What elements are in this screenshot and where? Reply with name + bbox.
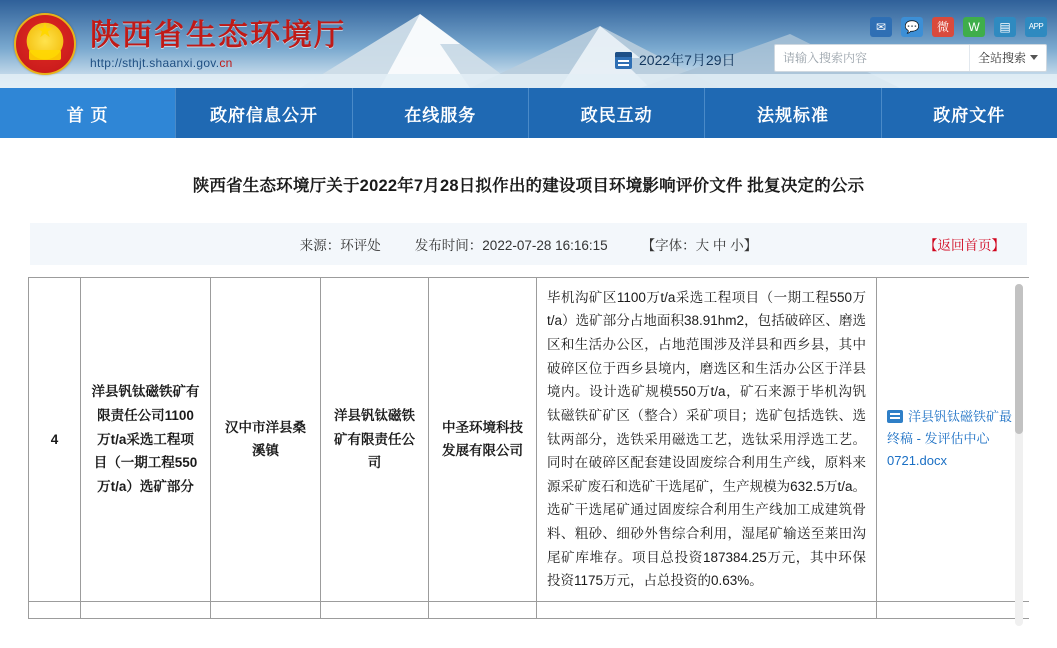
row-project-name: 洋县钒钛磁铁矿有限责任公司1100万t/a采选工程项目（一期工程550万t/a）选矿部分 (81, 278, 211, 602)
site-url-prefix: http://sthjt.shaanxi.gov. (90, 55, 220, 70)
nav-item-regulations[interactable]: 法规标准 (705, 88, 881, 138)
site-header (0, 0, 1057, 88)
weibo-icon[interactable]: 微 (932, 17, 954, 37)
header-icon-row (870, 17, 1047, 37)
row-description (537, 601, 877, 618)
nav-item-government-docs[interactable]: 政府文件 (933, 105, 1006, 125)
article-publish-label: 发布时间： (414, 237, 483, 253)
row-assessment-org: 中圣环境科技发展有限公司 (429, 278, 537, 602)
wechat-icon[interactable]: W (963, 17, 985, 37)
font-size-controls (642, 234, 758, 254)
row-description: 毕机沟矿区1100万t/a采选工程项目（一期工程550万t/a）选矿部分占地面积38.91hm2，包括破碎区、磨选区和生活办公区，占地范围涉及洋县和西乡县，其中破碎区位于西乡县境内，磨选区和生活办公区于洋县境内。设计选矿规模550万t/a，矿石来源于毕机沟钒钛磁铁矿矿区（整合）采矿项目；选矿包括选铁、选钛两部分，选铁采用磁选工艺，选钛采用浮选工艺。同时在破碎区配套建设固废综合利用生产线，原料来源采矿废石和选矿干选尾矿，生产规模为632.5万t/a。选矿干选尾矿通过固废综合利用生产线加工成建筑骨料、粗砂、细砂外售综合利用，湿尾矿输送至莱田沟尾矿库堆存。项目总投资187384.25万元，其中环保投资1175万元，占总投资的0.63%。 (537, 278, 877, 602)
article-publish-value: 2022-07-28 16:16:15 (482, 237, 608, 253)
article-content (0, 138, 1057, 648)
nav-item-government-info[interactable]: 政府信息公开 (176, 88, 352, 138)
row-attachment (877, 601, 1030, 618)
attachment-link[interactable] (887, 406, 1019, 472)
chat-icon[interactable]: 💬 (901, 17, 923, 37)
nav-item-online-service[interactable]: 在线服务 (353, 88, 529, 138)
article-publish-time (415, 234, 608, 254)
article-source-value: 环评处 (340, 237, 381, 253)
header-tools (774, 0, 1047, 88)
page-scrollbar[interactable] (1015, 284, 1023, 626)
article-source-label: 来源： (299, 237, 341, 253)
font-size-small[interactable]: 小 (730, 237, 744, 253)
font-size-prefix: 【字体： (641, 237, 696, 253)
article-source (300, 234, 381, 254)
row-location: 汉中市洋县桑溪镇 (211, 278, 321, 602)
site-title: 陕西省生态环境厅 (90, 17, 346, 53)
search-scope-select[interactable] (969, 45, 1046, 71)
app-icon[interactable]: APP (1025, 17, 1047, 37)
approval-table (28, 278, 1029, 619)
page-scrollbar-thumb[interactable] (1015, 284, 1023, 434)
page-title: 陕西省生态环境厅关于2022年7月28日拟作出的建设项目环境影响评价文件 批复决定的公示 (192, 177, 865, 195)
mail-icon[interactable]: ✉ (870, 17, 892, 37)
search-bar (774, 44, 1047, 72)
row-assessment-org (429, 601, 537, 618)
nav-item-public-interaction[interactable]: 政民互动 (529, 88, 705, 138)
attachment-file-name: 洋县钒钛磁铁矿最终稿 - 发评估中心0721.docx (887, 409, 1013, 469)
calendar-icon (615, 52, 632, 69)
row-index (29, 601, 81, 618)
row-construction-unit (321, 601, 429, 618)
national-emblem-icon (14, 13, 76, 75)
back-to-home-link[interactable]: 【返回首页】 (924, 237, 1005, 253)
article-meta-bar (30, 223, 1027, 265)
approval-table-container (28, 277, 1029, 632)
site-url (90, 56, 346, 70)
site-url-suffix: cn (219, 55, 233, 70)
row-index: 4 (29, 278, 81, 602)
row-construction-unit: 洋县钒钛磁铁矿有限责任公司 (321, 278, 429, 602)
row-project-name (81, 601, 211, 618)
chevron-down-icon (1030, 55, 1038, 60)
row-location (211, 601, 321, 618)
row-attachment (877, 278, 1030, 602)
nav-item-home[interactable]: 首 页 (0, 88, 176, 138)
font-size-suffix: 】 (743, 237, 758, 253)
current-date (615, 50, 736, 70)
font-size-large[interactable]: 大 (695, 237, 710, 253)
current-date-text: 2022年7月29日 (639, 52, 736, 68)
search-input[interactable] (775, 45, 969, 71)
font-size-medium[interactable]: 中 (712, 237, 727, 253)
table-row (29, 601, 1030, 618)
table-row (29, 278, 1030, 602)
doc-icon[interactable]: ▤ (994, 17, 1016, 37)
search-scope-label: 全站搜索 (977, 51, 1026, 65)
main-nav (0, 88, 1057, 138)
document-icon (887, 410, 903, 423)
